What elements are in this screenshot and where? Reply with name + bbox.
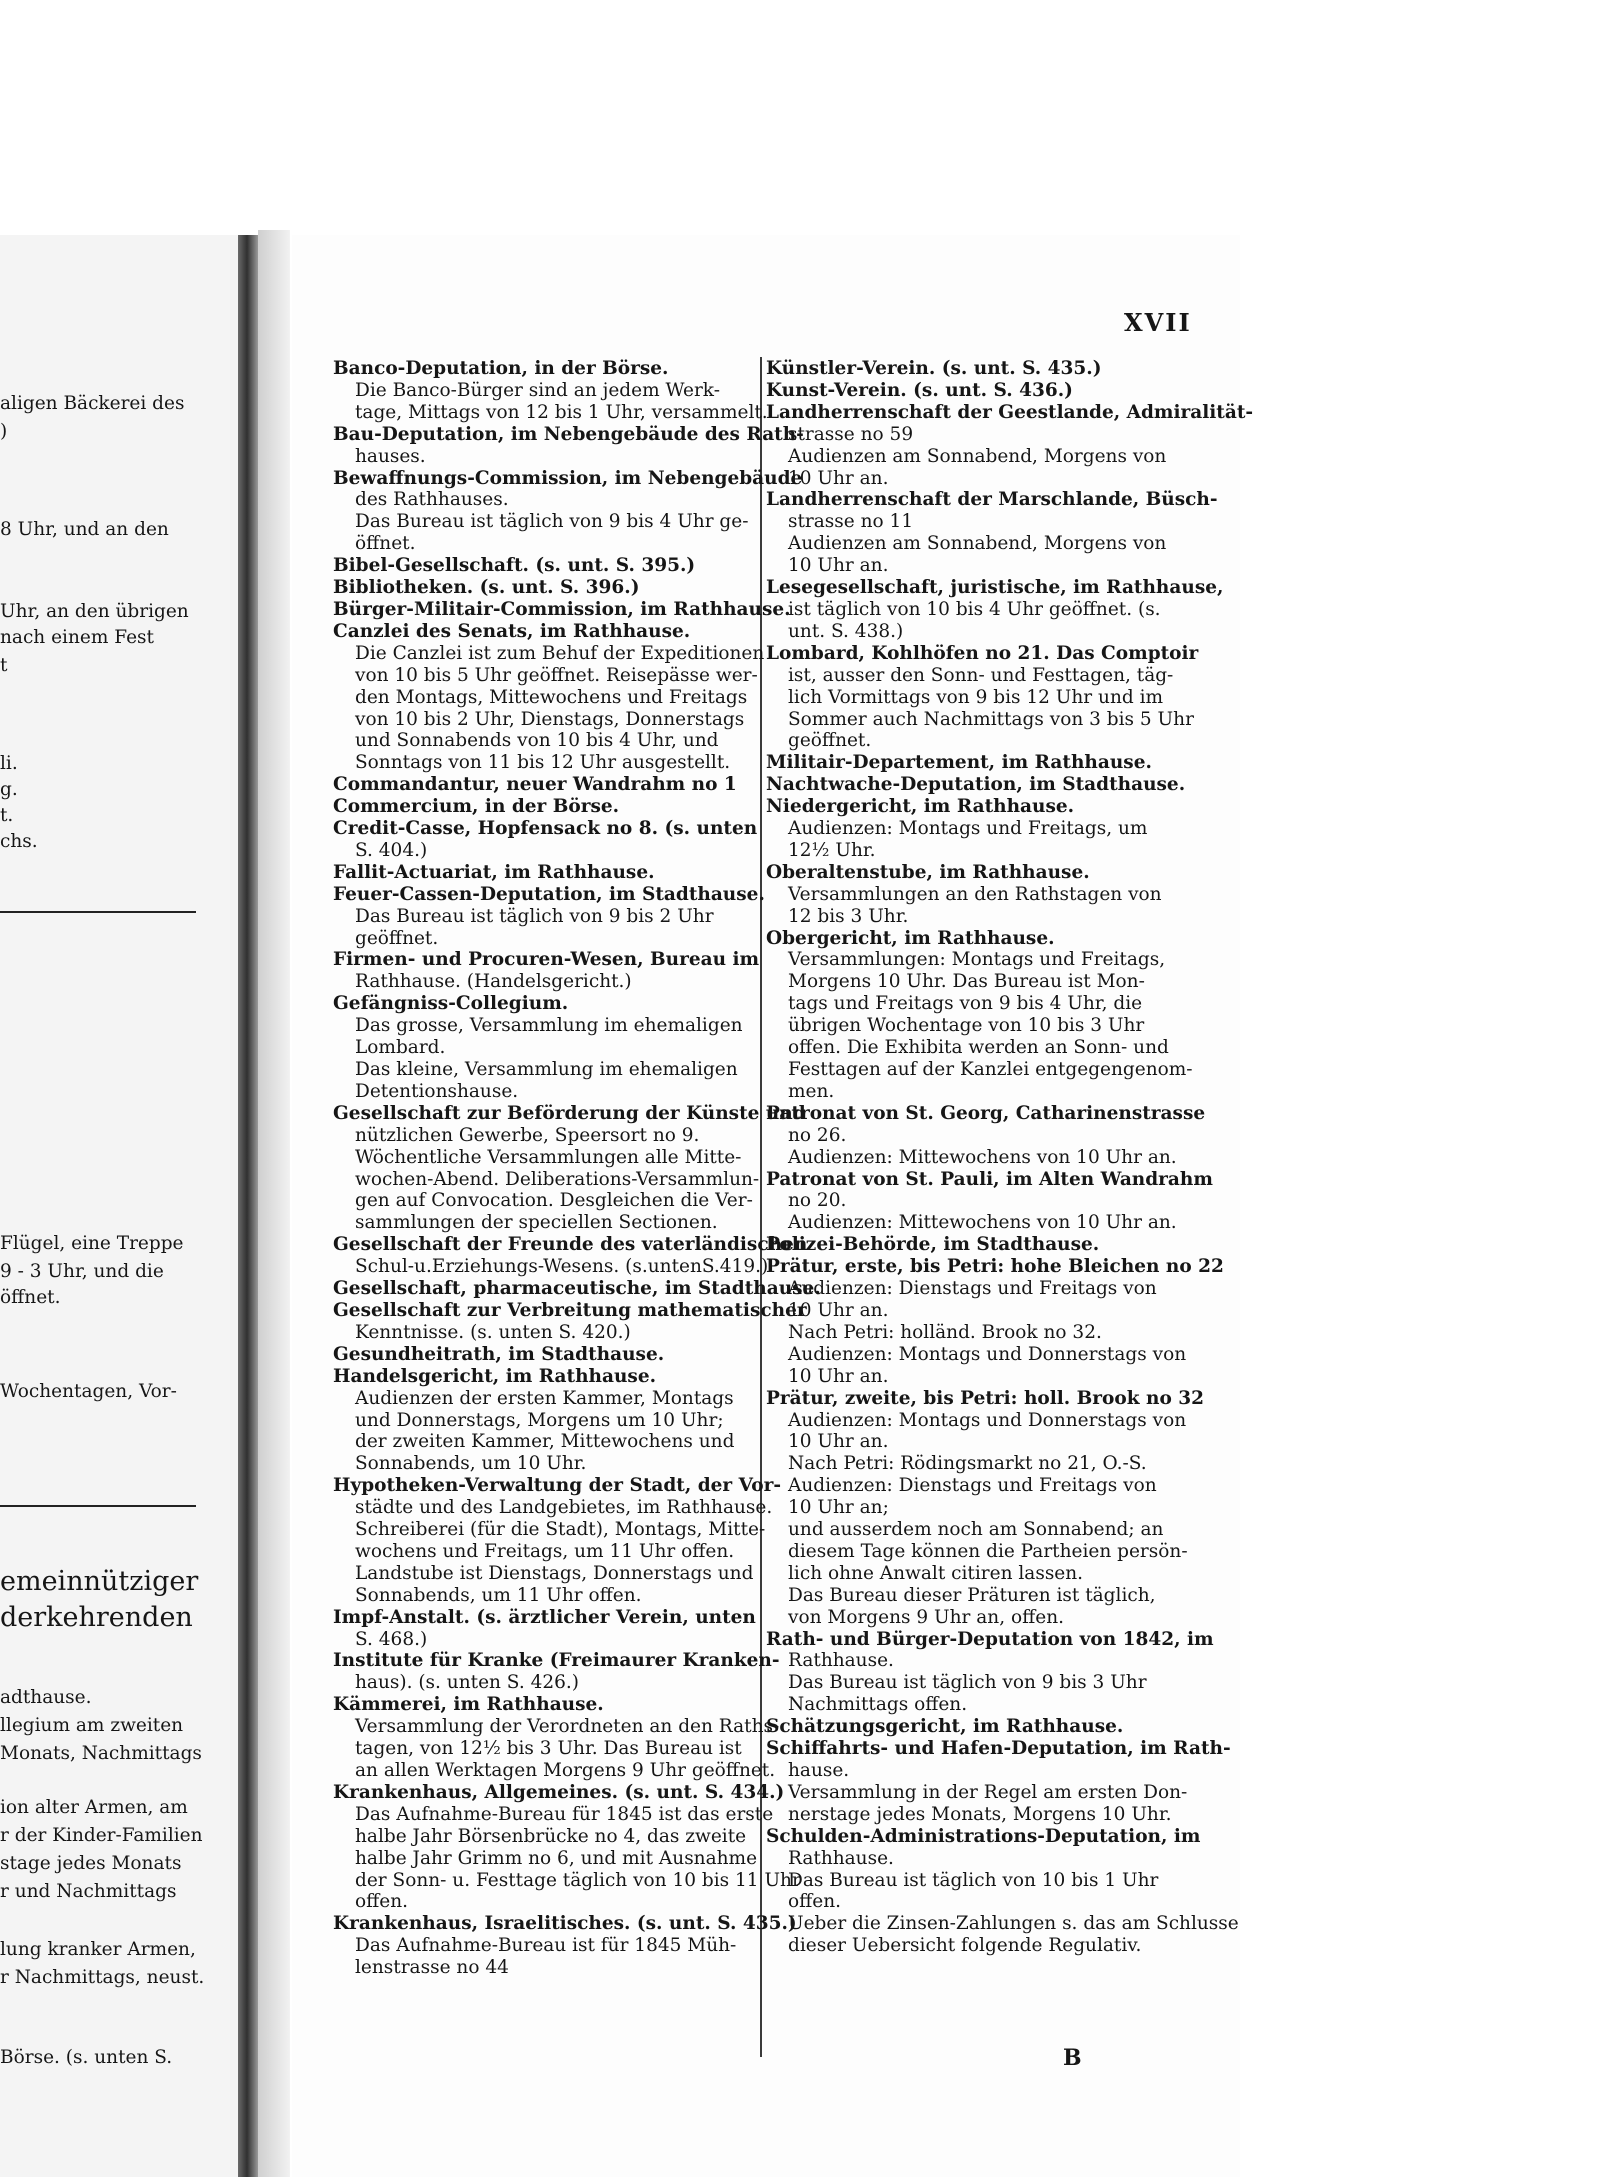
entry-heading: Bewaffnungs-Commission, im Nebengebäude — [333, 467, 803, 489]
entry-heading: Gesellschaft der Freunde des vaterländischen — [333, 1234, 808, 1256]
left-page-text-fragment: r Nachmittags, neust. — [0, 1967, 205, 1988]
entry-heading: Krankenhaus, Allgemeines. (s. unt. S. 434.) — [333, 1781, 785, 1803]
entry-heading: Gesundheitrath, im Stadthause. — [333, 1343, 665, 1365]
entry-text: und ausserdem noch am Sonnabend; an — [788, 1519, 1164, 1541]
entry-text: der Sonn- u. Festtage täglich von 10 bis 11 Uhr — [355, 1869, 801, 1891]
entry-text: offen. — [355, 1891, 409, 1913]
left-page-text-fragment: Wochentagen, Vor- — [0, 1381, 177, 1402]
entry-text: von 10 bis 2 Uhr, Dienstags, Donnerstags — [355, 708, 745, 730]
entry-text: no 20. — [788, 1190, 847, 1212]
entry-text: tagen, von 12½ bis 3 Uhr. Das Bureau ist — [355, 1738, 742, 1760]
entry-text: ist täglich von 10 bis 4 Uhr geöffnet. (s. — [788, 598, 1161, 620]
entry-text: Landstube ist Dienstags, Donnerstags und — [355, 1562, 754, 1584]
left-page-text-fragment: g. — [0, 779, 18, 800]
entry-text: wochens und Freitags, um 11 Uhr offen. — [355, 1540, 735, 1562]
entry-heading: Schulden-Administrations-Deputation, im — [766, 1825, 1201, 1847]
entry-heading: Landherrenschaft der Geestlande, Admiralität- — [766, 401, 1254, 423]
entry-text: ist, ausser den Sonn- und Festtagen, täg- — [788, 664, 1174, 686]
entry-heading: Krankenhaus, Israelitisches. (s. unt. S. 435.) — [333, 1913, 797, 1935]
left-page-text-fragment: chs. — [0, 831, 38, 852]
left-page-text-fragment: t — [0, 655, 8, 676]
entry-text: Das Bureau ist täglich von 9 bis 4 Uhr ge- — [355, 511, 749, 533]
entry-text: lenstrasse no 44 — [355, 1957, 509, 1979]
entry-text: Die Canzlei ist zum Behuf der Expeditionen — [355, 642, 765, 664]
entry-text: gen auf Convocation. Desgleichen die Ver- — [355, 1190, 753, 1212]
left-page-text-fragment: Börse. (s. unten S. — [0, 2047, 173, 2068]
entry-text: Audienzen: Montags und Freitags, um — [788, 818, 1148, 840]
entry-text: Schreiberei (für die Stadt), Montags, Mitte- — [355, 1519, 766, 1541]
entry-heading: Polizei-Behörde, im Stadthause. — [766, 1234, 1100, 1256]
entry-text: und Donnerstags, Morgens um 10 Uhr; — [355, 1409, 724, 1431]
left-page-text-fragment: r der Kinder-Familien — [0, 1825, 203, 1846]
entry-text: 10 Uhr an. — [788, 555, 889, 577]
entry-heading: Bibel-Gesellschaft. (s. unt. S. 395.) — [333, 555, 696, 577]
left-page-text-fragment: llegium am zweiten — [0, 1715, 184, 1736]
entry-text: Das Bureau dieser Präturen ist täglich, — [788, 1584, 1156, 1606]
left-page-text-fragment: aligen Bäckerei des — [0, 393, 185, 414]
entry-text: Versammlungen: Montags und Freitags, — [788, 949, 1166, 971]
entry-heading: Künstler-Verein. (s. unt. S. 435.) — [766, 358, 1102, 379]
entry-text: öffnet. — [355, 533, 416, 555]
entry-text: tags und Freitags von 9 bis 4 Uhr, die — [788, 993, 1143, 1015]
entry-text: Festtagen auf der Kanzlei entgegengenom- — [788, 1059, 1193, 1080]
entry-text: Die Banco-Bürger sind an jedem Werk- — [355, 379, 720, 401]
left-page-text-fragment: derkehrenden — [0, 1602, 193, 1633]
entry-text: Audienzen: Dienstags und Freitags von — [788, 1278, 1157, 1300]
entry-text: Sommer auch Nachmittags von 3 bis 5 Uhr — [788, 708, 1194, 730]
entry-text: Audienzen: Montags und Donnerstags von — [788, 1343, 1187, 1365]
entry-heading: Kunst-Verein. (s. unt. S. 436.) — [766, 379, 1073, 401]
entry-heading: Feuer-Cassen-Deputation, im Stadthause. — [333, 883, 765, 905]
entry-text: Das grosse, Versammlung im ehemaligen — [355, 1015, 743, 1037]
entry-text: Morgens 10 Uhr. Das Bureau ist Mon- — [788, 971, 1145, 993]
entry-text: offen. — [788, 1891, 842, 1913]
entry-text: lich ohne Anwalt citiren lassen. — [788, 1562, 1084, 1584]
entry-text: sammlungen der speciellen Sectionen. — [355, 1212, 718, 1234]
entry-text: wochen-Abend. Deliberations-Versammlun- — [355, 1168, 760, 1190]
entry-text: unt. S. 438.) — [788, 620, 904, 642]
entry-text: Detentionshause. — [355, 1080, 519, 1102]
entry-heading: Rath- und Bürger-Deputation von 1842, im — [766, 1628, 1214, 1650]
entry-text: nerstage jedes Monats, Morgens 10 Uhr. — [788, 1803, 1172, 1825]
entry-heading: Lombard, Kohlhöfen no 21. Das Comptoir — [766, 642, 1199, 664]
entry-heading: Oberaltenstube, im Rathhause. — [766, 861, 1090, 883]
left-page-text-fragment: lung kranker Armen, — [0, 1939, 196, 1960]
entry-heading: Bibliotheken. (s. unt. S. 396.) — [333, 577, 640, 599]
book-gutter — [258, 230, 290, 2177]
left-page-text-fragment: t. — [0, 805, 14, 826]
entry-text: hauses. — [355, 445, 426, 467]
entry-text: der zweiten Kammer, Mittewochens und — [355, 1431, 735, 1453]
entry-heading: Nachtwache-Deputation, im Stadthause. — [766, 774, 1186, 796]
entry-heading: Gesellschaft zur Verbreitung mathematischer — [333, 1299, 807, 1321]
entry-heading: Banco-Deputation, in der Börse. — [333, 358, 669, 379]
left-page-text-fragment: r und Nachmittags — [0, 1881, 177, 1902]
entry-heading: Handelsgericht, im Rathhause. — [333, 1365, 657, 1387]
entry-text: diesem Tage können die Partheien persön- — [788, 1540, 1188, 1562]
entry-text: Nach Petri: Rödingsmarkt no 21, O.-S. — [788, 1453, 1147, 1475]
entry-text: no 26. — [788, 1124, 847, 1146]
entry-heading: Niedergericht, im Rathhause. — [766, 796, 1075, 818]
book-spine-shadow — [238, 235, 258, 2177]
entry-text: 10 Uhr an; — [788, 1497, 889, 1519]
left-page-fragment — [0, 235, 262, 2177]
entry-heading: Commercium, in der Börse. — [333, 796, 620, 818]
section-rule — [0, 1505, 196, 1507]
entry-text: 12½ Uhr. — [788, 839, 876, 861]
entry-text: den Montags, Mittewochens und Freitags — [355, 686, 748, 708]
left-page-text-fragment: 8 Uhr, und an den — [0, 519, 169, 540]
entry-text: geöffnet. — [355, 927, 439, 949]
entry-text: nützlichen Gewerbe, Speersort no 9. — [355, 1124, 700, 1146]
printer-signature: B — [1063, 2045, 1082, 2071]
entry-heading: Bürger-Militair-Commission, im Rathhause. — [333, 598, 791, 620]
left-page-text-fragment: Monats, Nachmittags — [0, 1743, 202, 1764]
entry-text: S. 404.) — [355, 839, 428, 861]
entry-text: 10 Uhr an. — [788, 1431, 889, 1453]
entry-text: Wöchentliche Versammlungen alle Mitte- — [355, 1146, 742, 1168]
entry-text: an allen Werktagen Morgens 9 Uhr geöffnet. — [355, 1760, 776, 1781]
left-page-text-fragment: ) — [0, 421, 8, 442]
entry-heading: Schiffahrts- und Hafen-Deputation, im Rath- — [766, 1738, 1231, 1760]
entry-heading: Fallit-Actuariat, im Rathhause. — [333, 861, 655, 883]
entry-heading: Patronat von St. Georg, Catharinenstrasse — [766, 1102, 1206, 1124]
entry-text: halbe Jahr Grimm no 6, und mit Ausnahme — [355, 1847, 758, 1869]
entry-text: städte und des Landgebietes, im Rathhause. — [355, 1497, 773, 1519]
entry-text: 10 Uhr an. — [788, 467, 889, 489]
entry-heading: Schätzungsgericht, im Rathhause. — [766, 1716, 1124, 1738]
left-page-text-fragment: stage jedes Monats — [0, 1853, 182, 1874]
entry-heading: Bau-Deputation, im Nebengebäude des Rath- — [333, 423, 804, 445]
entry-text: Das Aufnahme-Bureau für 1845 ist das erste — [355, 1803, 774, 1825]
entry-text: halbe Jahr Börsenbrücke no 4, das zweite — [355, 1825, 747, 1847]
entry-text: und Sonnabends von 10 bis 4 Uhr, und — [355, 730, 719, 752]
entry-text: Versammlung in der Regel am ersten Don- — [788, 1781, 1188, 1803]
entry-text: Das kleine, Versammlung im ehemaligen — [355, 1059, 738, 1080]
entry-text: geöffnet. — [788, 730, 872, 752]
left-page-text-fragment: nach einem Fest — [0, 627, 154, 648]
left-page-text-fragment: Flügel, eine Treppe — [0, 1233, 184, 1254]
entry-text: strasse no 11 — [788, 511, 914, 533]
entry-text: Audienzen: Dienstags und Freitags von — [788, 1475, 1157, 1497]
entry-text: 10 Uhr an. — [788, 1365, 889, 1387]
entry-text: Das Bureau ist täglich von 9 bis 2 Uhr — [355, 905, 714, 927]
entry-heading: Patronat von St. Pauli, im Alten Wandrahm — [766, 1168, 1213, 1190]
left-page-text-fragment: öffnet. — [0, 1287, 61, 1308]
entry-heading: Firmen- und Procuren-Wesen, Bureau im — [333, 949, 760, 971]
entry-text: Versammlungen an den Rathstagen von — [788, 883, 1162, 905]
entry-text: Rathhause. — [788, 1650, 894, 1672]
entry-heading: Impf-Anstalt. (s. ärztlicher Verein, unten — [333, 1606, 756, 1628]
entry-text: Rathhause. — [788, 1847, 894, 1869]
entry-text: Kenntnisse. (s. unten S. 420.) — [355, 1321, 631, 1343]
entry-heading: Kämmerei, im Rathhause. — [333, 1694, 604, 1716]
entry-text: Versammlung der Verordneten an den Raths- — [355, 1716, 780, 1738]
entry-text: hause. — [788, 1760, 850, 1781]
entry-text: Das Bureau ist täglich von 9 bis 3 Uhr — [788, 1672, 1147, 1694]
left-page-text-fragment: adthause. — [0, 1687, 92, 1708]
entry-text: Schul-u.Erziehungs-Wesens. (s.untenS.419.) — [355, 1256, 769, 1278]
entry-text: Audienzen: Mittewochens von 10 Uhr an. — [788, 1146, 1177, 1168]
entry-heading: Lesegesellschaft, juristische, im Rathhause, — [766, 577, 1224, 599]
entry-text: offen. Die Exhibita werden an Sonn- und — [788, 1037, 1169, 1059]
entry-text: tage, Mittags von 12 bis 1 Uhr, versammelt. — [355, 401, 768, 423]
entry-text: Nach Petri: holländ. Brook no 32. — [788, 1321, 1102, 1343]
entry-heading: Commandantur, neuer Wandrahm no 1 — [333, 774, 737, 796]
entry-text: Rathhause. (Handelsgericht.) — [355, 971, 632, 993]
left-page-text-fragment: ion alter Armen, am — [0, 1797, 188, 1818]
entry-text: übrigen Wochentage von 10 bis 3 Uhr — [788, 1015, 1145, 1037]
entry-heading: Hypotheken-Verwaltung der Stadt, der Vor- — [333, 1475, 782, 1497]
entry-text: Audienzen: Montags und Donnerstags von — [788, 1409, 1187, 1431]
entry-text: Das Aufnahme-Bureau ist für 1845 Müh- — [355, 1935, 737, 1957]
entry-text: des Rathhauses. — [355, 489, 509, 511]
entry-text: Nachmittags offen. — [788, 1694, 968, 1716]
entry-text: lich Vormittags von 9 bis 12 Uhr und im — [788, 686, 1164, 708]
entry-text: Audienzen: Mittewochens von 10 Uhr an. — [788, 1212, 1177, 1234]
entry-text: von Morgens 9 Uhr an, offen. — [788, 1606, 1065, 1628]
directory-column-right — [766, 358, 1254, 1957]
entry-heading: Institute für Kranke (Freimaurer Kranken- — [333, 1650, 780, 1672]
entry-heading: Obergericht, im Rathhause. — [766, 927, 1055, 949]
entry-text: haus). (s. unten S. 426.) — [355, 1672, 579, 1694]
entry-text: men. — [788, 1080, 835, 1102]
entry-text: Audienzen am Sonnabend, Morgens von — [788, 533, 1167, 555]
entry-text: Sonnabends, um 11 Uhr offen. — [355, 1584, 642, 1606]
entry-text: Ueber die Zinsen-Zahlungen s. das am Schlusse — [788, 1913, 1239, 1935]
left-page-text-fragment: Uhr, an den übrigen — [0, 601, 189, 622]
entry-heading: Canzlei des Senats, im Rathhause. — [333, 620, 691, 642]
entry-text: Audienzen am Sonnabend, Morgens von — [788, 445, 1167, 467]
left-page-text-fragment: emeinnütziger — [0, 1566, 199, 1597]
entry-text: Sonnabends, um 10 Uhr. — [355, 1453, 587, 1475]
entry-text: S. 468.) — [355, 1628, 428, 1650]
entry-heading: Gefängniss-Collegium. — [333, 993, 569, 1015]
entry-heading: Credit-Casse, Hopfensack no 8. (s. unten — [333, 818, 758, 840]
page-number: XVII — [1124, 308, 1192, 337]
entry-text: von 10 bis 5 Uhr geöffnet. Reisepässe wer- — [355, 664, 758, 686]
entry-text: dieser Uebersicht folgende Regulativ. — [788, 1935, 1142, 1957]
entry-text: Sonntags von 11 bis 12 Uhr ausgestellt. — [355, 752, 731, 774]
entry-text: Lombard. — [355, 1037, 446, 1059]
section-rule — [0, 911, 196, 913]
entry-heading: Gesellschaft zur Beförderung der Künste und — [333, 1102, 806, 1124]
entry-heading: Militair-Departement, im Rathhause. — [766, 752, 1152, 774]
entry-text: 10 Uhr an. — [788, 1299, 889, 1321]
entry-text: Das Bureau ist täglich von 10 bis 1 Uhr — [788, 1869, 1159, 1891]
entry-heading: Gesellschaft, pharmaceutische, im Stadthause. — [333, 1278, 821, 1300]
entry-text: strasse no 59 — [788, 423, 914, 445]
entry-heading: Prätur, zweite, bis Petri: holl. Brook no 32 — [766, 1387, 1204, 1409]
entry-heading: Landherrenschaft der Marschlande, Büsch- — [766, 489, 1218, 511]
entry-text: Audienzen der ersten Kammer, Montags — [355, 1387, 734, 1409]
left-page-text-fragment: li. — [0, 753, 18, 774]
entry-text: 12 bis 3 Uhr. — [788, 905, 909, 927]
entry-heading: Prätur, erste, bis Petri: hohe Bleichen no 22 — [766, 1256, 1224, 1278]
left-page-text-fragment: 9 - 3 Uhr, und die — [0, 1261, 164, 1282]
